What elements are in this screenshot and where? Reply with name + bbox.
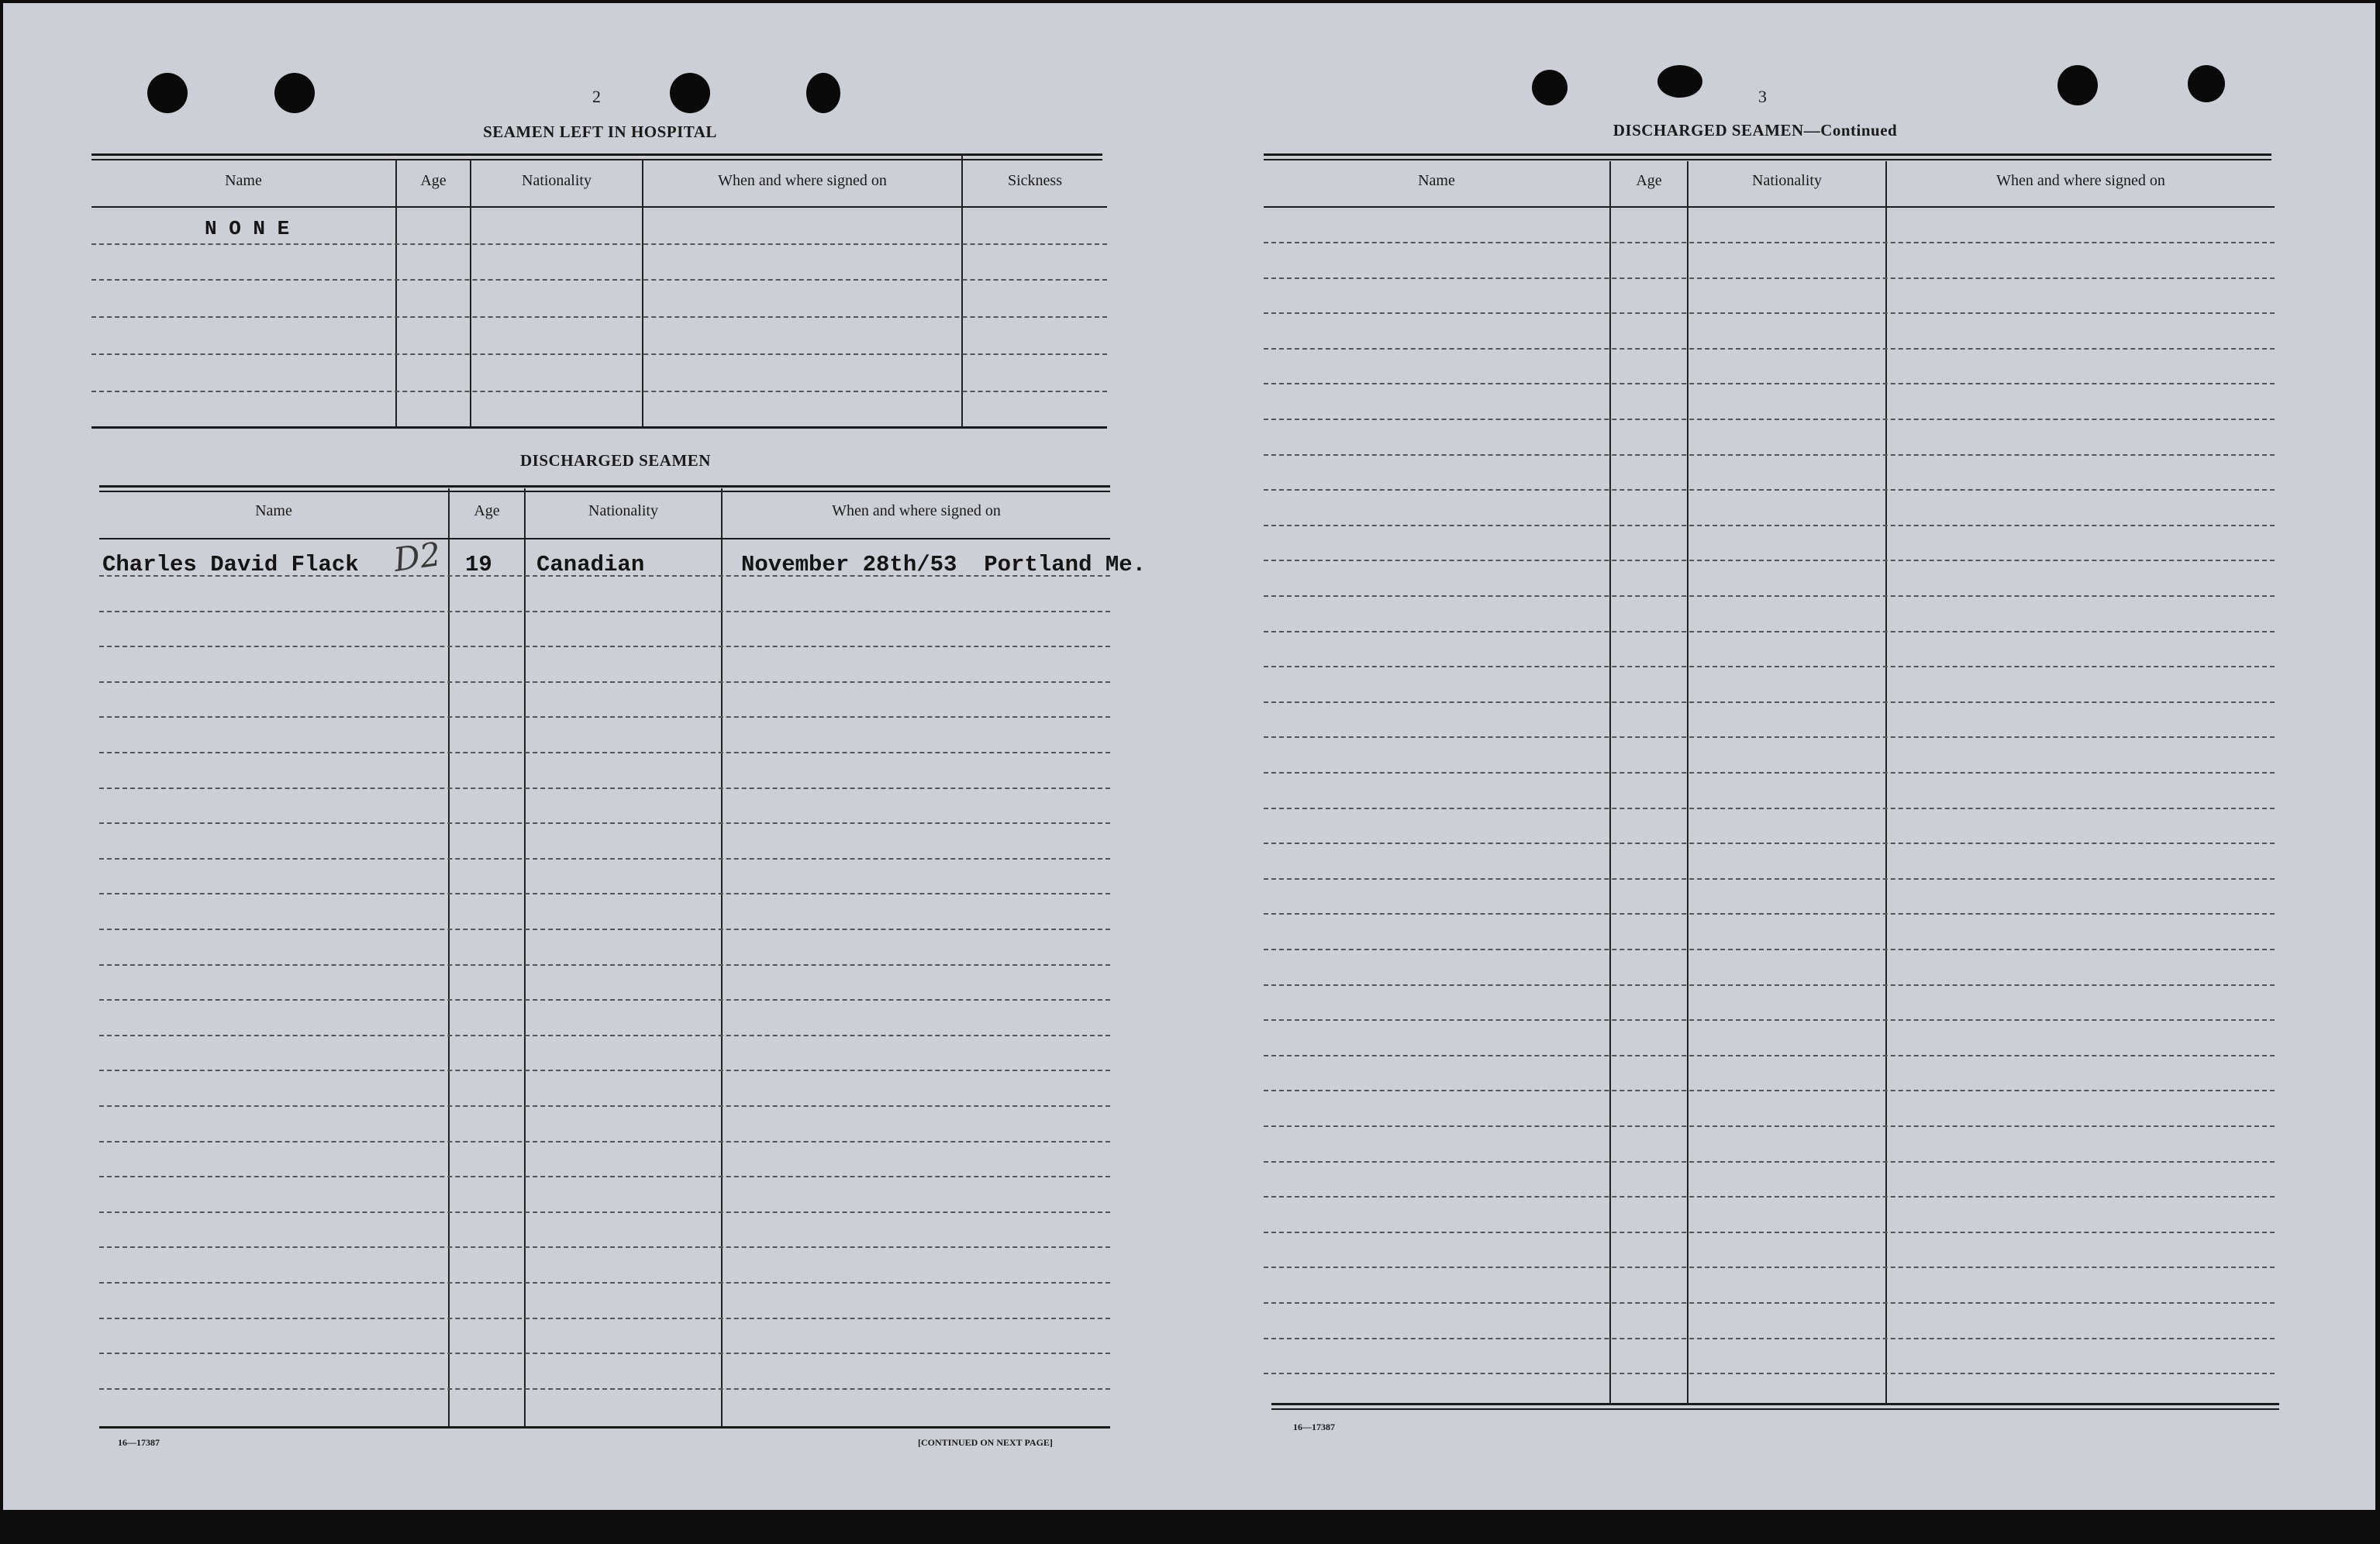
form-row-line [1264,1373,2275,1374]
punch-hole [2057,65,2098,105]
right-header-signed-on: When and where signed on [1996,172,2165,189]
hospital-col-divider [470,160,471,426]
continued-note: [CONTINUED ON NEXT PAGE] [918,1437,1053,1448]
right-top-rule-2 [1264,159,2271,160]
discharged-top-rule-2 [99,491,1110,492]
hospital-header-age: Age [420,172,447,189]
form-row-line [1264,1125,2275,1127]
form-row-line [99,1318,1110,1319]
scan-border [0,1510,2380,1544]
hospital-header-sickness: Sickness [1008,172,1062,189]
hospital-row-line [91,316,1107,318]
form-row-line [1264,277,2275,279]
hospital-col-divider [395,160,397,426]
form-row-line [99,858,1110,860]
form-row-line [1264,489,2275,491]
form-row-line [1264,984,2275,986]
hospital-header-nationality: Nationality [522,172,592,189]
hospital-col-divider [961,153,963,426]
form-row-line [1264,312,2275,314]
form-row-line [99,822,1110,824]
discharged-continued-title: DISCHARGED SEAMEN—Continued [1613,121,1898,140]
right-top-rule [1264,153,2271,156]
discharged-bottom-rule [99,1426,1110,1429]
form-row-line [99,611,1110,612]
form-row-line [1264,348,2275,350]
form-row-line [1264,454,2275,456]
form-row-line [1264,736,2275,738]
form-row-line [99,1035,1110,1036]
form-row-line [99,999,1110,1001]
form-row-line [99,1211,1110,1213]
discharged-section-title: DISCHARGED SEAMEN [520,451,711,470]
form-row-line [1264,383,2275,384]
seaman-nationality: Canadian [536,552,645,577]
discharged-col-divider [524,488,526,1426]
hospital-section-title: SEAMEN LEFT IN HOSPITAL [483,122,717,141]
right-form-number: 16—17387 [1293,1422,1335,1432]
hospital-header-signed-on: When and where signed on [718,172,887,189]
form-row-line [1264,1019,2275,1021]
punch-hole [806,73,840,113]
left-page-number: 2 [592,87,601,106]
form-row-line [1264,595,2275,597]
form-row-line [1264,1267,2275,1268]
punch-hole [670,73,710,113]
form-row-line [99,964,1110,966]
form-row-line [99,752,1110,753]
form-row-line [99,1070,1110,1071]
punch-hole [2188,65,2225,102]
right-header-rule [1264,206,2275,208]
form-row-line [99,1353,1110,1354]
form-row-line [1264,560,2275,561]
hospital-row-line [91,391,1107,392]
hospital-top-rule-2 [91,159,1102,160]
form-row-line [1264,525,2275,526]
hospital-top-rule [91,153,1102,156]
punch-hole [1657,65,1702,98]
form-row-line [1264,1090,2275,1091]
form-row-line [99,1388,1110,1390]
discharged-col-divider [448,488,450,1426]
right-header-age: Age [1636,172,1662,189]
hospital-row-line [91,279,1107,281]
form-row-line [1264,843,2275,844]
form-row-line [1264,419,2275,420]
seaman-name: Charles David Flack [102,552,359,577]
hospital-row-line [91,243,1107,245]
punch-hole [1532,70,1568,105]
form-row-line [1264,1196,2275,1198]
right-header-nationality: Nationality [1752,172,1822,189]
hospital-bottom-rule [91,426,1107,429]
form-row-line [1264,701,2275,703]
form-row-line [1264,913,2275,915]
form-row-line [1264,808,2275,809]
form-row-line [1264,1302,2275,1304]
form-row-line [1264,949,2275,950]
form-row-line [99,716,1110,718]
form-row-line [1264,631,2275,632]
discharged-header-age: Age [474,502,500,519]
left-form-number: 16—17387 [118,1437,160,1448]
discharged-header-name: Name [255,502,292,519]
form-row-line [99,929,1110,930]
hospital-col-divider [642,160,643,426]
discharged-header-nationality: Nationality [588,502,658,519]
seaman-age: 19 [465,552,492,577]
form-row-line [99,575,1110,577]
discharged-header-signed-on: When and where signed on [832,502,1001,519]
form-row-line [1264,878,2275,880]
form-row-line [1264,242,2275,243]
hospital-row-line [91,353,1107,355]
form-row-line [99,1105,1110,1107]
form-row-line [1264,1232,2275,1233]
form-row-line [99,1141,1110,1142]
form-row-line [99,646,1110,647]
punch-hole [274,73,315,113]
discharged-col-divider [721,488,723,1426]
hospital-header-name: Name [225,172,262,189]
discharged-header-rule [99,538,1110,539]
form-row-line [99,1282,1110,1284]
form-row-line [99,1176,1110,1177]
hospital-entry-none: N O N E [205,217,290,240]
right-bottom-rule [1271,1403,2279,1405]
form-row-line [99,681,1110,683]
right-page-number: 3 [1758,87,1767,106]
hospital-header-rule [91,206,1107,208]
document-sheet [3,3,2375,1510]
form-row-line [99,1246,1110,1248]
form-row-line [99,893,1110,894]
form-row-line [99,788,1110,789]
form-row-line [1264,1055,2275,1056]
seaman-signed-on: November 28th/53 Portland Me. [741,552,1147,577]
right-header-name: Name [1418,172,1455,189]
form-row-line [1264,1338,2275,1339]
form-row-line [1264,1161,2275,1163]
discharged-top-rule [99,485,1110,488]
punch-hole [147,73,188,113]
handwritten-annotation: D2 [391,535,443,579]
form-row-line [1264,666,2275,667]
right-bottom-rule-2 [1271,1408,2279,1410]
form-row-line [1264,772,2275,774]
